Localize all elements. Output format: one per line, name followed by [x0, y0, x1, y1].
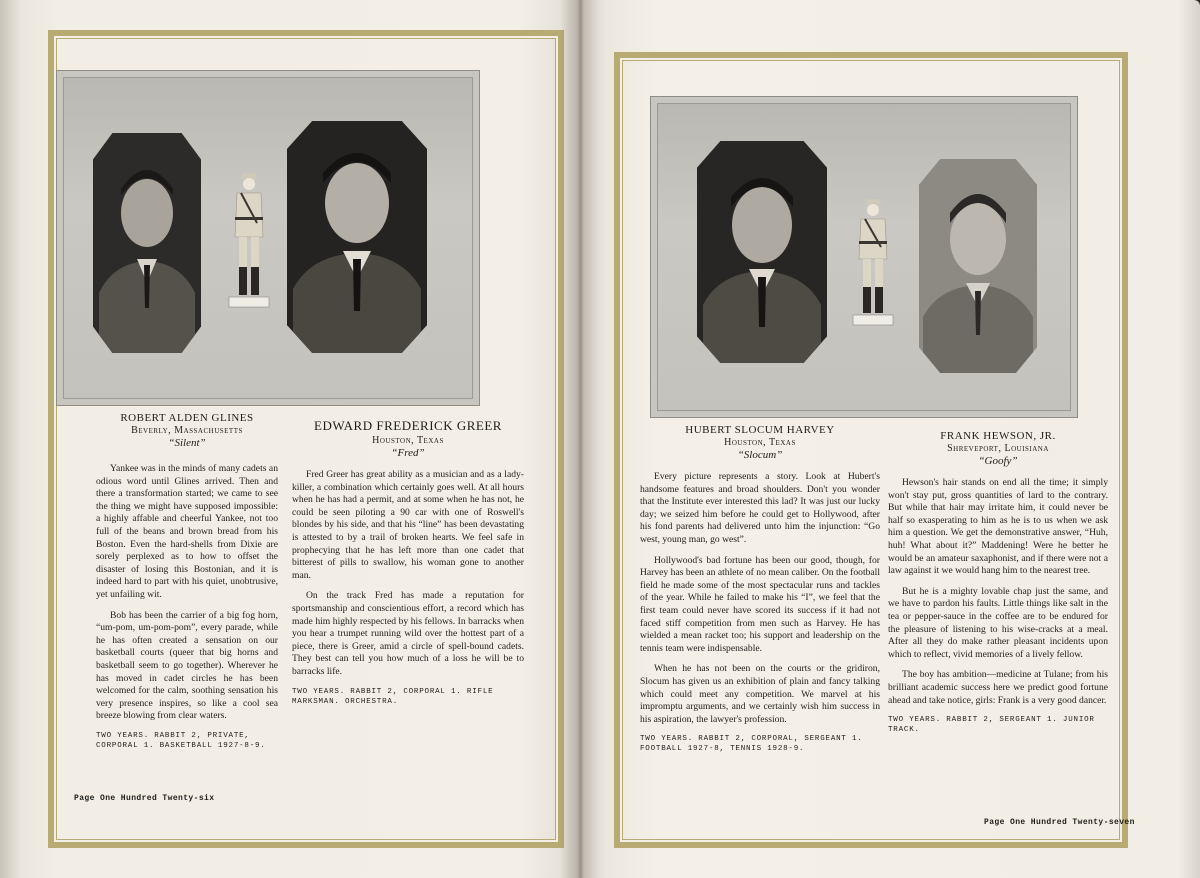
portrait-hewson [919, 159, 1037, 373]
page-number: Page One Hundred Twenty-seven [984, 818, 1135, 827]
cadet-record: TWO YEARS. RABBIT 2, CORPORAL 1. RIFLE MARKSMAN. ORCHESTRA. [292, 687, 494, 706]
bio-paragraph: When he has not been on the courts or the gridiron, Slocum has given us an exhibition of plain and fancy talking which could meet any competition. We marvel at his impromptu arguments, and we certainly wish him success in his aspiration, the lawyer's profession. [640, 663, 880, 725]
portrait-harvey [697, 141, 827, 363]
right-page [578, 0, 1200, 878]
bio-paragraph: Yankee was in the minds of many cadets an odious word until Glines arrived. Then and there a transformation started; we came to see the thing we might have supposed impossible: a highly affable and cheerful Yankee, not too full of the beans and brown bread from his Boston. Even the hard-shells from Dixie are sorely perplexed as to how to offset the disaster of losing this Bostonian, and it is indeed hard to part with his quiet, unobtrusive, yet unfailing wit. [96, 463, 278, 600]
cadet-name: ROBERT ALDEN GLINES [120, 412, 254, 424]
cadet-entry-greer [292, 418, 524, 707]
cadet-record: TWO YEARS. RABBIT 2, SERGEANT 1. JUNIOR TRACK. [888, 716, 1095, 735]
bio-paragraph: Hewson's hair stands on end all the time; it simply won't stay put, gross quantities of lard to the contrary. But while that hair may irritate him, it could never be half so exasperating to him as he is to us when we ask him a question. We get the demonstrative answer, “Huh, huh! What about it?” Maddening! Were he better he would be an amateur saxaphonist, and if there were not a law against it we would hang him to the nearest tree. [888, 477, 1108, 577]
cadet-hometown: Houston, Texas [724, 437, 796, 448]
cadet-nickname: “Fred” [391, 447, 425, 459]
cadet-nickname: “Slocum” [737, 449, 783, 461]
portrait-greer [287, 121, 427, 353]
bio-paragraph: On the track Fred has made a reputation for sportsmanship and conscientious effort, a record which has made him highly respected by his fellows. In barracks when you hear a trumpet running wild over the hottest part of a piece, there is Greer, amid a circle of spell-bound cadets. They best can tell you how much of a loss he will be to barracks life. [292, 590, 524, 677]
photo-panel [650, 96, 1078, 418]
cadet-bio [888, 477, 1108, 707]
cadet-name: EDWARD FREDERICK GREER [314, 418, 502, 433]
cadet-entry-hewson [888, 430, 1108, 735]
bio-paragraph: But he is a mighty lovable chap just the same, and we have to pardon his faults. Little things like salt in the tea or pepper-sauce in the coffee are to be endured for the pleasure of listening to his wise-cracks at a meal. After all they do make rather pleasant incidents upon which to reflect, vivid memories of a lively fellow. [888, 585, 1108, 660]
bio-paragraph: The boy has ambition—medicine at Tulane; from his brilliant academic success here we predict good fortune ahead and take notice, girls: Frank is a very good dancer. [888, 669, 1108, 706]
cadet-name: FRANK HEWSON, JR. [940, 430, 1056, 442]
cadet-entry-harvey [640, 424, 880, 754]
bio-paragraph: Every picture represents a story. Look at Hubert's handsome features and broad shoulders. Don't you wonder that the Institute ever interested this lad? It was just our lucky day; we seized him before he could get to Hollywood, after his fond parents had delivered unto him the injunction: “Go west, young man, go west”. [640, 471, 880, 545]
cadet-hometown: Houston, Texas [372, 435, 444, 446]
cadet-bio [640, 471, 880, 726]
cadet-figurine-icon [851, 193, 895, 327]
cadet-record: TWO YEARS. RABBIT 2, CORPORAL, SERGEANT 1. FOOTBALL 1927-8, TENNIS 1928-9. [640, 735, 863, 754]
cadet-nickname: “Silent” [168, 437, 206, 449]
bio-paragraph: Hollywood's bad fortune has been our good, though, for Harvey has been an athlete of no mean caliber. On the football field he made some of the most spectacular runs and tackles of the year. While he failed to make his “I”, we feel that the first team could never have scored its success if it had not faced stiff competition from men such as Harvey. He has wielded a mean racket too; his support and leadership on the tennis team were indispensable. [640, 554, 880, 654]
cadet-record: TWO YEARS. RABBIT 2, PRIVATE, CORPORAL 1. BASKETBALL 1927-8-9. [96, 731, 266, 750]
bio-paragraph: Fred Greer has great ability as a musician and as a lady-killer, a combination which certainly goes well. At all hours when he has had a permit, and at some when he has not, he could be seen piloting a 90 car with one of Roswell's blondes by his side, and that his “line” has been devastating is attested to by a trail of broken hearts. We feel safe in prophecying that he has left more than one cadet that bitterest of pills to swallow, his woman gone to another man. [292, 469, 524, 581]
photo-panel [56, 70, 480, 406]
cadet-bio [292, 469, 524, 679]
page-number: Page One Hundred Twenty-six [74, 794, 215, 803]
cadet-hometown: Shreveport, Louisiana [947, 443, 1049, 454]
cadet-bio [96, 463, 278, 723]
cadet-nickname: “Goofy” [978, 455, 1018, 467]
portrait-glines [93, 133, 201, 353]
left-page [0, 0, 590, 878]
bio-paragraph: Bob has been the carrier of a big fog horn, “um-pom, um-pom-pom”, every parade, while he has often created a sensation on our basketball courts (queer that big horns and basketball seem to go together). Wherever he has moved in cadet circles he has been welcomed for the calm, soothing sensation his very presence inspires, so like a cool sea breeze blowing from clear waters. [96, 609, 278, 722]
cadet-entry-glines [96, 412, 278, 751]
cadet-hometown: Beverly, Massachusetts [131, 425, 243, 436]
cadet-figurine-icon [227, 167, 271, 309]
cadet-name: HUBERT SLOCUM HARVEY [685, 424, 835, 436]
